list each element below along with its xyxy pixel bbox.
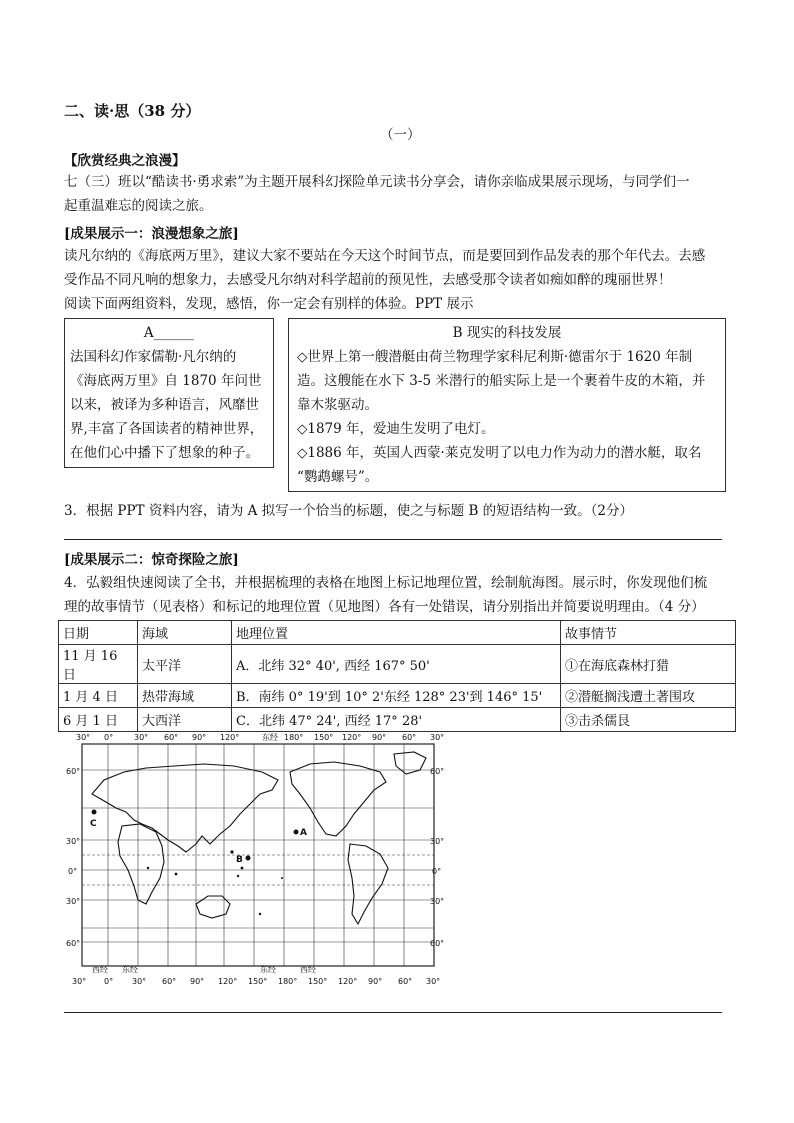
map-bottom-word: 西经: [92, 965, 108, 974]
table-cell: 热带海域: [138, 684, 232, 708]
map-bottom-label: 120°: [338, 977, 358, 986]
intro-paragraph: [64, 170, 734, 218]
table-cell: 太平洋: [138, 645, 232, 684]
box-b-title: B 现实的科技发展: [452, 325, 562, 341]
world-map: [64, 728, 452, 990]
map-left-label: 30°: [66, 837, 81, 846]
box-a-line: 在他们心中播下了想象的种子。: [70, 445, 259, 461]
box-b-line: ◇1886 年，英国人西蒙·莱克发明了以电力作为动力的潜水艇，取名: [297, 445, 702, 461]
box-b-line: 造。这艘能在水下 3-5 米潜行的船实际上是一个裹着牛皮的木箱，并: [297, 373, 706, 389]
marker-b-label: B: [236, 855, 243, 865]
map-bottom-label: 60°: [162, 977, 177, 986]
map-top-label: 30°: [76, 733, 91, 742]
map-top-label: 90°: [372, 733, 387, 742]
map-bottom-word: 东经: [260, 965, 276, 974]
show1-label: [成果展示一：浪漫想象之旅]: [64, 226, 239, 242]
map-top-label: 东经: [262, 733, 278, 742]
answer-line-4[interactable]: [64, 1012, 722, 1013]
show1-paragraph: [64, 244, 734, 316]
box-b-line: “鹦鹉螺号”。: [297, 469, 379, 485]
map-top-label: 30°: [134, 733, 149, 742]
table-cell: A．北纬 32° 40', 西经 167° 50': [232, 645, 561, 684]
map-bottom-label: 30°: [132, 977, 147, 986]
box-b-line: ◇1879 年，爱迪生发明了电灯。: [297, 421, 495, 437]
map-bottom-label: 90°: [368, 977, 383, 986]
map-left-label: 30°: [66, 897, 81, 906]
question-4: [64, 571, 734, 619]
box-a-line: 以来，被译为多种语言，风靡世: [70, 397, 259, 413]
map-top-label: 60°: [402, 733, 417, 742]
box-a-title: A______: [143, 325, 195, 341]
box-a-line: 法国科幻作家儒勒·凡尔纳的: [70, 349, 237, 365]
section-title: 二、读·思（38 分）: [64, 102, 201, 120]
box-a-line: 界,丰富了各国读者的精神世界，: [70, 421, 264, 437]
part-label: （一）: [380, 127, 421, 143]
intro-line: 起重温难忘的阅读之旅。: [64, 198, 213, 214]
map-top-label: 30°: [430, 733, 445, 742]
table-header: 故事情节: [561, 621, 736, 645]
map-top-label: 120°: [220, 733, 240, 742]
map-top-label: 150°: [314, 733, 334, 742]
map-bottom-label: 150°: [308, 977, 328, 986]
table-header: 日期: [59, 621, 138, 645]
table-cell: 1 月 4 日: [59, 684, 138, 708]
box-b-line: ◇世界上第一艘潜艇由荷兰物理学家科尼利斯·德雷尔于 1620 年制: [297, 349, 693, 365]
map-bottom-label: 60°: [398, 977, 413, 986]
islands: [147, 850, 283, 915]
table-cell: ②潜艇搁浅遭土著围攻: [561, 684, 736, 708]
map-right-label: 30°: [430, 837, 445, 846]
marker-a-dot: [294, 830, 299, 835]
table-row: [59, 645, 736, 684]
question-3: 3．根据 PPT 资料内容，请为 A 拟写一个恰当的标题，使之与标题 B 的短语结构一致。（2分）: [64, 503, 634, 519]
table-cell: 6 月 1 日: [59, 708, 138, 732]
table-header-row: [59, 621, 736, 645]
marker-c-label: C: [90, 819, 97, 829]
continents: [92, 752, 426, 924]
table-cell: C．北纬 47° 24', 西经 17° 28': [232, 708, 561, 732]
table-cell: 大西洋: [138, 708, 232, 732]
map-bottom-word: 东经: [122, 965, 138, 974]
box-a-line: 《海底两万里》自 1870 年问世: [70, 373, 262, 389]
table-cell: 11 月 16 日: [59, 645, 138, 684]
map-left-label: 0°: [68, 867, 78, 876]
map-bottom-word: 西经: [300, 965, 316, 974]
table-cell: B．南纬 0° 19'到 10° 2'东经 128° 23'到 146° 15': [232, 684, 561, 708]
box-b: [288, 318, 726, 492]
box-b-line: 靠木浆驱动。: [297, 397, 378, 413]
table-row: [59, 684, 736, 708]
map-top-label: 60°: [164, 733, 179, 742]
table-cell: ①在海底森林打猎: [561, 645, 736, 684]
map-bottom-label: 90°: [190, 977, 205, 986]
map-top-label: 0°: [104, 733, 114, 742]
table-header: 海域: [138, 621, 232, 645]
table-header: 地理位置: [232, 621, 561, 645]
map-left-label: 60°: [66, 939, 81, 948]
show1-line: 读凡尔纳的《海底两万里》，建议大家不要站在今天这个时间节点，而是要回到作品发表的那个年代去。去感: [64, 248, 706, 264]
map-right-label: 30°: [430, 897, 445, 906]
question-4-line: 理的故事情节（见表格）和标记的地理位置（见地图）各有一处错误，请分别指出并简要说明理由。（4 分）: [64, 599, 705, 615]
map-bottom-label: 180°: [278, 977, 298, 986]
marker-b-dot: [246, 856, 251, 861]
map-bottom-label: 30°: [426, 977, 441, 986]
map-top-label: 120°: [342, 733, 362, 742]
table-cell: ③击杀儒艮: [561, 708, 736, 732]
answer-line-3[interactable]: [64, 539, 722, 540]
question-4-line: 4．弘毅组快速阅读了全书，并根据梳理的表格在地图上标记地理位置，绘制航海图。展示时，你发现他们梳: [64, 575, 708, 591]
map-right-label: 60°: [430, 939, 445, 948]
marker-a-label: A: [300, 828, 307, 838]
map-bottom-label: 120°: [218, 977, 238, 986]
map-right-label: 60°: [430, 767, 445, 776]
map-bottom-label: 0°: [104, 977, 114, 986]
map-top-label: 90°: [192, 733, 207, 742]
map-bottom-label: 150°: [248, 977, 268, 986]
plot-table: [58, 620, 736, 732]
map-top-label: 180°: [284, 733, 304, 742]
marker-c-dot: [92, 810, 97, 815]
intro-line: 七（三）班以“酷读书·勇求索”为主题开展科幻探险单元读书分享会，请你亲临成果展示现场，与同学们一: [64, 174, 690, 190]
show1-line: 阅读下面两组资料，发现，感悟，你一定会有别样的体验。PPT 展示: [64, 296, 474, 312]
map-right-label: 0°: [432, 867, 442, 876]
topic-label: 【欣赏经典之浪漫】: [64, 153, 186, 169]
show2-label: [成果展示二：惊奇探险之旅]: [64, 552, 239, 568]
show1-line: 受作品不同凡响的想象力，去感受凡尔纳对科学超前的预见性，去感受那令读者如痴如醉的瑰丽世界！: [64, 272, 672, 288]
box-a: [64, 318, 274, 468]
map-bottom-label: 30°: [72, 977, 87, 986]
map-left-label: 60°: [66, 767, 81, 776]
